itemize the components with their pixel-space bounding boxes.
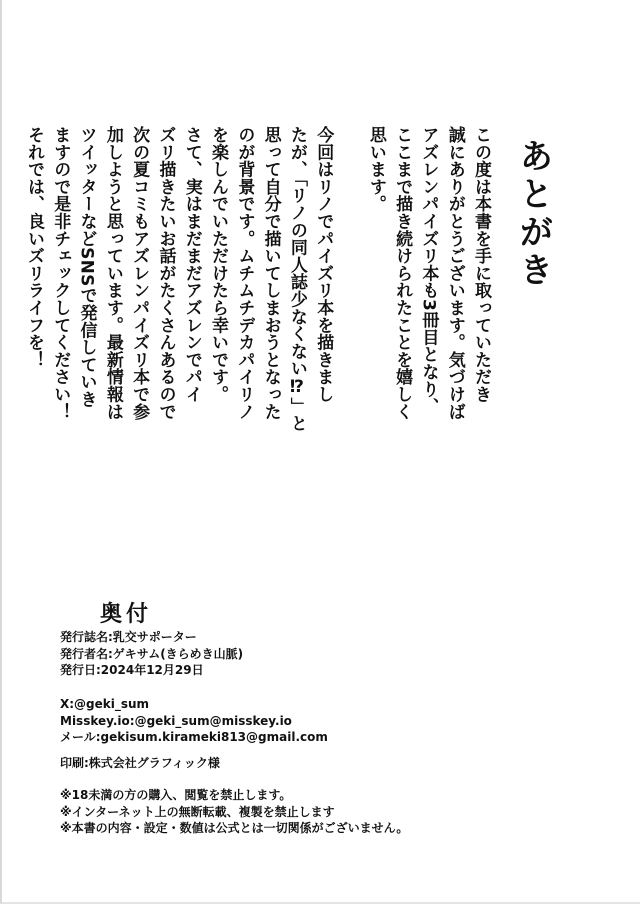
afterword-column: ツイッターなどSNSで発信していき	[76, 126, 97, 408]
publisher-line: 発行者名:ゲキサム(きらめき山脈)	[60, 646, 244, 661]
colophon-title: 奥付	[100, 602, 153, 627]
contact-info	[60, 696, 328, 746]
afterword-column: 今回はリノでパイズリ本を描きまし	[313, 126, 334, 403]
notices	[60, 787, 408, 837]
reproduction-notice: ※インターネット上の無断転載、複製を禁止します	[60, 804, 335, 819]
afterword-column: を楽しんでいただけたら幸いです。	[208, 126, 229, 403]
afterword-column: 加しようと思っています。最新情報は	[102, 126, 123, 421]
afterword-title: あとがき	[513, 138, 553, 290]
x-account-line: X:@geki_sum	[60, 697, 150, 711]
afterword-column: それでは、良いズリライフを！	[23, 126, 44, 369]
afterword-column: 次の夏コミもアズレンパイズリ本で参	[129, 126, 150, 421]
printer-info	[60, 755, 220, 772]
afterword-paragraph-break	[336, 126, 362, 482]
publication-info	[60, 629, 243, 679]
afterword-column: 思って自分で描いてしまおうとなった	[260, 126, 281, 421]
afterword-body	[21, 126, 494, 482]
afterword-column: たが、「リノの同人誌少なくない⁉」と	[286, 126, 307, 432]
afterword-column: 思います。	[365, 126, 386, 213]
afterword-column: 誠にありがとうございます。気づけば	[444, 126, 465, 421]
afterword-column: ここまで描き続けられたことを嬉しく	[392, 126, 413, 421]
age-restriction-notice: ※18未満の方の購入、閲覧を禁止します。	[60, 788, 292, 802]
misskey-account-line: Misskey.io:@geki_sum@misskey.io	[60, 713, 292, 728]
publication-date-line: 発行日:2024年12月29日	[60, 663, 204, 677]
afterword-column: のが背景です。ムチムチデカパイリノ	[234, 126, 255, 421]
afterword-column: ズリ描きたいお話がたくさんあるので	[155, 126, 176, 421]
afterword-column: この度は本書を手に取っていただき	[471, 126, 491, 403]
afterword-column: さて、実はまだまだアズレンでパイ	[181, 126, 202, 403]
email-line: メール:gekisum.kirameki813@gmail.com	[60, 730, 328, 744]
printer-line: 印刷:株式会社グラフィック様	[60, 756, 220, 770]
publication-title-line: 発行誌名:乳交サポーター	[60, 630, 197, 644]
afterword-column: ますので是非チェックしてください！	[50, 126, 71, 421]
afterword-column: アズレンパイズリ本も3冊目となり、	[418, 126, 439, 415]
official-disclaimer-notice: ※本書の内容・設定・数値は公式とは一切関係がございません。	[60, 821, 409, 835]
